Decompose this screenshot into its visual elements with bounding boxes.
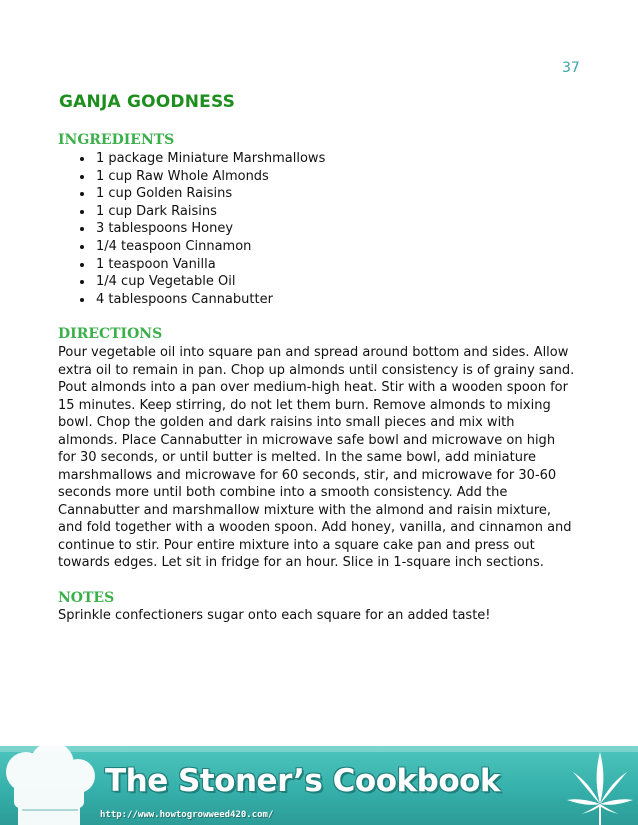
- ingredient-item: 1 cup Golden Raisins: [58, 185, 558, 203]
- notes-heading: NOTES: [58, 590, 115, 606]
- cookbook-title: The Stoner’s Cookbook: [105, 763, 501, 799]
- directions-text: Pour vegetable oil into square pan and spread around bottom and sides. Allow extra oil to remain in pan. Chop up almonds until consistency is of grainy sand. Pout almonds into a pan over medium-high heat. Stir with a wooden spoon for 15 minutes. Keep stirring, do not let them burn. Remove almonds to mixing bowl. Chop the golden and dark raisins into small pieces and mix with almonds. Place Cannabutter in microwave safe bowl and microwave on high for 30 seconds, or until butter is melted. In the same bowl, add miniature marshmallows and microwave for 60 seconds, stir, and microwave for 30-60 seconds more until both combine into a smooth consistency. Add the Cannabutter and marshmallow mixture with the almond and raisin mixture, and fold together with a wooden spoon. Add honey, vanilla, and cinnamon and continue to stir. Pour entire mixture into a square cake pan and press out towards edges. Let sit in fridge for an hour. Slice in 1-square inch sections.: [58, 345, 575, 570]
- cannabis-leaf-icon: [565, 750, 635, 825]
- page-number: 37: [562, 60, 580, 76]
- directions-heading: DIRECTIONS: [58, 326, 163, 342]
- ingredient-item: 1/4 teaspoon Cinnamon: [58, 238, 558, 256]
- ingredients-heading: INGREDIENTS: [58, 132, 175, 148]
- ingredient-item: 4 tablespoons Cannabutter: [58, 291, 558, 309]
- chef-hat-icon: [0, 746, 100, 825]
- ingredient-item: 1/4 cup Vegetable Oil: [58, 273, 558, 291]
- cookbook-url[interactable]: http://www.howtogrowweed420.com/: [100, 810, 274, 820]
- ingredient-item: 1 teaspoon Vanilla: [58, 256, 558, 274]
- ingredient-item: 1 cup Dark Raisins: [58, 203, 558, 221]
- ingredient-item: 1 cup Raw Whole Almonds: [58, 168, 558, 186]
- ingredient-item: 3 tablespoons Honey: [58, 220, 558, 238]
- ingredient-item: 1 package Miniature Marshmallows: [58, 150, 558, 168]
- recipe-title: GANJA GOODNESS: [59, 92, 236, 112]
- footer-banner: [0, 746, 638, 825]
- notes-text: Sprinkle confectioners sugar onto each square for an added taste!: [58, 608, 491, 623]
- ingredient-list: [58, 150, 558, 308]
